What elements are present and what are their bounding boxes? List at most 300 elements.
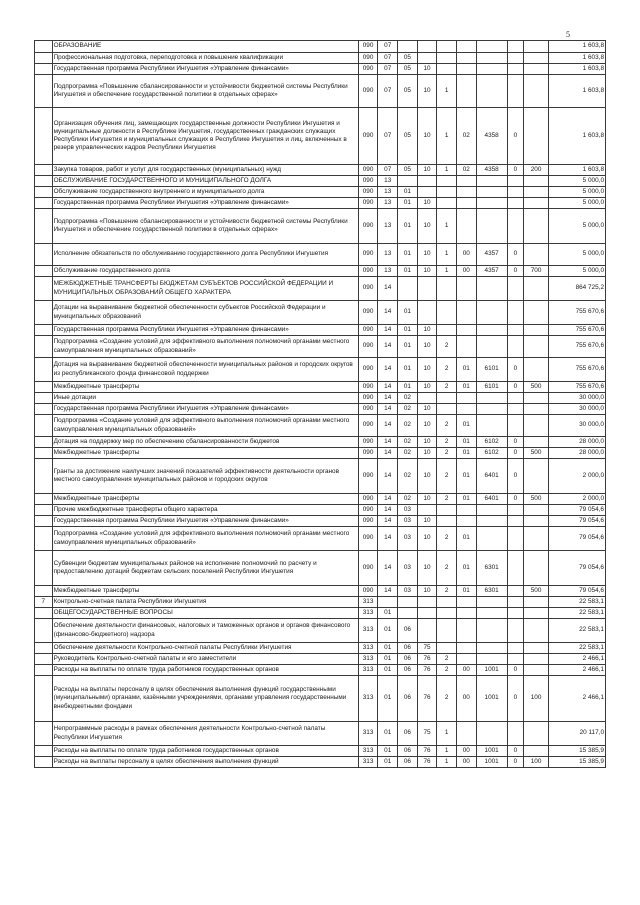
table-row [35,654,606,665]
admin-code-cell: 090 [358,108,378,165]
program-code-cell [417,41,437,53]
subsection-code-cell: 02 [398,437,418,448]
subprogram-code-cell: 2 [437,382,457,393]
event-code-cell: 02 [456,165,476,176]
digit-code-cell [507,722,524,746]
table-row [35,746,606,757]
row-number-cell [35,676,53,722]
row-name-cell: Расходы на выплаты по оплате труда работников государственных органов [52,746,358,757]
digit-code-cell: 0 [507,448,524,459]
digit-code-cell [507,277,524,301]
digit-code-cell: 0 [507,757,524,768]
subprogram-code-cell [437,53,457,64]
subprogram-code-cell [437,619,457,643]
row-name-cell: Гранты за достижение наилучших значений показателей эффективности деятельности органов местного самоуправления муниципальных районов и городских округов [52,459,358,494]
expense-type-code-cell [524,336,549,358]
row-name-cell: Государственная программа Республики Ингушетия «Управление финансами» [52,198,358,209]
admin-code-cell: 090 [358,404,378,415]
digit-code-cell: 0 [507,108,524,165]
row-number-cell [35,757,53,768]
subsection-code-cell: 02 [398,448,418,459]
section-code-cell: 14 [378,505,398,516]
amount-cell: 755 670,6 [549,325,606,336]
admin-code-cell: 090 [358,209,378,244]
table-row [35,437,606,448]
amount-cell: 22 583,1 [549,619,606,643]
admin-code-cell: 090 [358,277,378,301]
direction-code-cell: 1001 [476,757,507,768]
section-code-cell: 14 [378,459,398,494]
row-name-cell: Подпрограмма «Создание условий для эффективного выполнения полномочий органами местного самоуправления муниципальных образований» [52,415,358,437]
expense-type-code-cell [524,41,549,53]
row-number-cell [35,415,53,437]
amount-cell: 30 000,0 [549,415,606,437]
digit-code-cell [507,198,524,209]
expense-type-code-cell [524,244,549,266]
row-number-cell [35,209,53,244]
direction-code-cell: 6102 [476,437,507,448]
program-code-cell: 10 [417,165,437,176]
table-row [35,244,606,266]
program-code-cell [417,393,437,404]
section-code-cell: 01 [378,746,398,757]
admin-code-cell: 313 [358,654,378,665]
event-code-cell [456,198,476,209]
expense-type-code-cell: 500 [524,494,549,505]
amount-cell: 1 603,8 [549,75,606,108]
subprogram-code-cell [437,505,457,516]
subsection-code-cell: 02 [398,393,418,404]
event-code-cell: 01 [456,459,476,494]
event-code-cell [456,722,476,746]
table-row [35,209,606,244]
direction-code-cell [476,325,507,336]
direction-code-cell: 4358 [476,165,507,176]
row-name-cell: Непрограммные расходы в рамках обеспечения деятельности Контрольно-счетной палаты Республики Ингушетия [52,722,358,746]
subsection-code-cell [398,41,418,53]
program-code-cell [417,597,437,608]
direction-code-cell [476,187,507,198]
admin-code-cell: 313 [358,619,378,643]
subsection-code-cell: 01 [398,301,418,325]
section-code-cell: 14 [378,527,398,551]
subsection-code-cell: 02 [398,459,418,494]
expense-type-code-cell [524,527,549,551]
subprogram-code-cell: 2 [437,494,457,505]
row-number-cell [35,325,53,336]
program-code-cell: 10 [417,358,437,382]
expense-type-code-cell [524,722,549,746]
event-code-cell [456,75,476,108]
table-row [35,722,606,746]
row-number-cell [35,301,53,325]
section-code-cell: 01 [378,757,398,768]
section-code-cell: 13 [378,266,398,277]
direction-code-cell [476,654,507,665]
table-row [35,676,606,722]
row-number-cell [35,382,53,393]
subprogram-code-cell: 2 [437,654,457,665]
program-code-cell: 75 [417,722,437,746]
program-code-cell [417,53,437,64]
row-name-cell: Обслуживание государственного внутреннего и муниципального долга [52,187,358,198]
subprogram-code-cell [437,643,457,654]
subprogram-code-cell: 1 [437,757,457,768]
row-name-cell: Дотация на поддержку мер по обеспечению сбалансированности бюджетов [52,437,358,448]
direction-code-cell: 4357 [476,244,507,266]
row-name-cell: Руководитель Контрольно-счетной палаты и его заместители [52,654,358,665]
table-row [35,165,606,176]
program-code-cell: 10 [417,209,437,244]
direction-code-cell [476,597,507,608]
event-code-cell: 01 [456,448,476,459]
amount-cell: 2 466,1 [549,665,606,676]
event-code-cell: 00 [456,746,476,757]
table-row [35,608,606,619]
section-code-cell: 13 [378,187,398,198]
section-code-cell: 13 [378,244,398,266]
table-row [35,358,606,382]
admin-code-cell: 313 [358,757,378,768]
admin-code-cell: 090 [358,198,378,209]
section-code-cell: 14 [378,277,398,301]
row-name-cell: Государственная программа Республики Ингушетия «Управление финансами» [52,325,358,336]
subprogram-code-cell: 2 [437,448,457,459]
expense-type-code-cell: 500 [524,586,549,597]
amount-cell: 755 670,6 [549,382,606,393]
subprogram-code-cell: 2 [437,336,457,358]
row-name-cell: ОБРАЗОВАНИЕ [52,41,358,53]
admin-code-cell: 090 [358,505,378,516]
row-number-cell [35,516,53,527]
amount-cell: 1 603,8 [549,41,606,53]
row-number-cell [35,551,53,586]
amount-cell: 30 000,0 [549,393,606,404]
event-code-cell [456,209,476,244]
program-code-cell: 10 [417,108,437,165]
program-code-cell: 10 [417,448,437,459]
table-row [35,277,606,301]
section-code-cell: 14 [378,358,398,382]
row-name-cell: Прочие межбюджетные трансферты общего характера [52,505,358,516]
expense-type-code-cell [524,108,549,165]
row-number-cell [35,277,53,301]
digit-code-cell [507,209,524,244]
table-row [35,198,606,209]
row-name-cell: Подпрограмма «Создание условий для эффективного выполнения полномочий органами местного самоуправления муниципальных образований» [52,336,358,358]
program-code-cell: 76 [417,676,437,722]
digit-code-cell [507,551,524,586]
row-number-cell [35,654,53,665]
expense-type-code-cell [524,665,549,676]
digit-code-cell: 0 [507,266,524,277]
digit-code-cell [507,619,524,643]
program-code-cell: 10 [417,64,437,75]
table-row [35,393,606,404]
row-name-cell: Контрольно-счетная палата Республики Ингушетия [52,597,358,608]
amount-cell: 22 583,1 [549,608,606,619]
subprogram-code-cell: 2 [437,676,457,722]
admin-code-cell: 090 [358,527,378,551]
admin-code-cell: 090 [358,325,378,336]
digit-code-cell: 0 [507,665,524,676]
row-number-cell [35,75,53,108]
admin-code-cell: 090 [358,41,378,53]
row-number-cell [35,53,53,64]
section-code-cell: 13 [378,209,398,244]
expense-type-code-cell [524,608,549,619]
digit-code-cell [507,336,524,358]
program-code-cell: 10 [417,586,437,597]
subprogram-code-cell: 2 [437,586,457,597]
expense-type-code-cell: 500 [524,448,549,459]
event-code-cell [456,176,476,187]
table-row [35,643,606,654]
table-row [35,176,606,187]
program-code-cell: 10 [417,325,437,336]
program-code-cell: 10 [417,437,437,448]
program-code-cell: 76 [417,746,437,757]
row-number-cell [35,41,53,53]
direction-code-cell [476,64,507,75]
amount-cell: 79 054,6 [549,527,606,551]
event-code-cell: 02 [456,108,476,165]
section-code-cell: 07 [378,41,398,53]
row-name-cell: Государственная программа Республики Ингушетия «Управление финансами» [52,404,358,415]
subsection-code-cell: 06 [398,722,418,746]
amount-cell: 5 000,0 [549,244,606,266]
digit-code-cell: 0 [507,382,524,393]
amount-cell: 28 000,0 [549,448,606,459]
subsection-code-cell: 03 [398,527,418,551]
subsection-code-cell: 01 [398,325,418,336]
digit-code-cell: 0 [507,358,524,382]
table-row [35,757,606,768]
expense-type-code-cell: 700 [524,266,549,277]
subprogram-code-cell: 2 [437,437,457,448]
row-number-cell [35,176,53,187]
direction-code-cell: 6102 [476,448,507,459]
subprogram-code-cell: 1 [437,244,457,266]
direction-code-cell: 6401 [476,494,507,505]
digit-code-cell [507,393,524,404]
admin-code-cell: 090 [358,75,378,108]
row-number-cell [35,665,53,676]
table-row [35,266,606,277]
row-name-cell: Расходы на выплаты по оплате труда работников государственных органов [52,665,358,676]
row-name-cell: ОБЩЕГОСУДАРСТВЕННЫЕ ВОПРОСЫ [52,608,358,619]
admin-code-cell: 090 [358,266,378,277]
program-code-cell: 10 [417,551,437,586]
program-code-cell: 76 [417,757,437,768]
program-code-cell: 10 [417,198,437,209]
row-name-cell: МЕЖБЮДЖЕТНЫЕ ТРАНСФЕРТЫ БЮДЖЕТАМ СУБЪЕКТОВ РОССИЙСКОЙ ФЕДЕРАЦИИ И МУНИЦИПАЛЬНЫХ ОБРАЗОВАНИЙ ОБЩЕГО ХАРАКТЕРА [52,277,358,301]
subsection-code-cell: 03 [398,505,418,516]
row-name-cell: Подпрограмма «Повышение сбалансированности и устойчивости бюджетной системы Республики Ингушетия и обеспечение государственной политики в отдельных сферах» [52,75,358,108]
event-code-cell [456,336,476,358]
row-number-cell: 7 [35,597,53,608]
program-code-cell: 75 [417,643,437,654]
section-code-cell: 14 [378,336,398,358]
subprogram-code-cell [437,64,457,75]
expense-type-code-cell [524,437,549,448]
direction-code-cell [476,722,507,746]
digit-code-cell: 0 [507,244,524,266]
section-code-cell: 14 [378,586,398,597]
subprogram-code-cell: 1 [437,722,457,746]
subsection-code-cell: 01 [398,358,418,382]
direction-code-cell [476,209,507,244]
event-code-cell [456,619,476,643]
program-code-cell: 10 [417,415,437,437]
amount-cell: 2 000,0 [549,459,606,494]
subprogram-code-cell [437,393,457,404]
subprogram-code-cell: 1 [437,209,457,244]
digit-code-cell [507,187,524,198]
expense-type-code-cell: 100 [524,676,549,722]
admin-code-cell: 090 [358,187,378,198]
digit-code-cell [507,608,524,619]
amount-cell: 79 054,6 [549,586,606,597]
direction-code-cell [476,643,507,654]
program-code-cell: 76 [417,654,437,665]
section-code-cell: 13 [378,198,398,209]
program-code-cell: 10 [417,459,437,494]
program-code-cell: 10 [417,527,437,551]
event-code-cell: 01 [456,551,476,586]
digit-code-cell [507,586,524,597]
expense-type-code-cell [524,415,549,437]
expense-type-code-cell [524,516,549,527]
subprogram-code-cell: 2 [437,527,457,551]
expense-type-code-cell [524,187,549,198]
direction-code-cell [476,527,507,551]
direction-code-cell [476,301,507,325]
event-code-cell: 00 [456,757,476,768]
subprogram-code-cell: 1 [437,746,457,757]
table-row [35,64,606,75]
subprogram-code-cell [437,325,457,336]
table-row [35,551,606,586]
table-row [35,415,606,437]
event-code-cell: 01 [456,527,476,551]
event-code-cell [456,53,476,64]
admin-code-cell: 090 [358,415,378,437]
subprogram-code-cell [437,277,457,301]
direction-code-cell: 6101 [476,358,507,382]
event-code-cell [456,277,476,301]
subprogram-code-cell [437,404,457,415]
admin-code-cell: 090 [358,494,378,505]
event-code-cell: 00 [456,244,476,266]
admin-code-cell: 090 [358,358,378,382]
row-number-cell [35,437,53,448]
direction-code-cell [476,619,507,643]
row-number-cell [35,505,53,516]
section-code-cell: 07 [378,75,398,108]
subprogram-code-cell: 1 [437,108,457,165]
subsection-code-cell: 05 [398,75,418,108]
page-number: 5 [566,30,570,39]
section-code-cell: 01 [378,654,398,665]
digit-code-cell: 0 [507,437,524,448]
digit-code-cell: 0 [507,746,524,757]
amount-cell: 2 466,1 [549,676,606,722]
expense-type-code-cell [524,325,549,336]
digit-code-cell [507,75,524,108]
row-name-cell: Исполнение обязательств по обслуживанию государственного долга Республики Ингушетия [52,244,358,266]
row-name-cell: Государственная программа Республики Ингушетия «Управление финансами» [52,516,358,527]
row-name-cell: Дотации на выравнивание бюджетной обеспеченности субъектов Российской Федерации и муниципальных образований [52,301,358,325]
expense-type-code-cell [524,643,549,654]
subsection-code-cell: 06 [398,665,418,676]
row-number-cell [35,198,53,209]
row-name-cell: Субвенции бюджетам муниципальных районов на исполнение полномочий по расчету и предоставлению дотаций бюджетам сельских поселений Республики Ингушетия [52,551,358,586]
section-code-cell: 07 [378,108,398,165]
section-code-cell: 14 [378,448,398,459]
amount-cell: 755 670,6 [549,358,606,382]
event-code-cell [456,187,476,198]
admin-code-cell: 090 [358,448,378,459]
row-number-cell [35,494,53,505]
row-name-cell: Межбюджетные трансферты [52,448,358,459]
amount-cell: 22 583,1 [549,597,606,608]
amount-cell: 2 000,0 [549,494,606,505]
section-code-cell: 01 [378,676,398,722]
row-number-cell [35,459,53,494]
subprogram-code-cell [437,608,457,619]
event-code-cell [456,608,476,619]
section-code-cell: 14 [378,415,398,437]
subsection-code-cell: 02 [398,415,418,437]
admin-code-cell: 090 [358,586,378,597]
row-name-cell: Государственная программа Республики Ингушетия «Управление финансами» [52,64,358,75]
digit-code-cell [507,301,524,325]
subprogram-code-cell [437,187,457,198]
direction-code-cell [476,277,507,301]
subprogram-code-cell [437,301,457,325]
program-code-cell [417,176,437,187]
row-number-cell [35,244,53,266]
direction-code-cell [476,516,507,527]
program-code-cell: 76 [417,665,437,676]
subsection-code-cell: 05 [398,64,418,75]
row-name-cell: Подпрограмма «Создание условий для эффективного выполнения полномочий органами местного самоуправления муниципальных образований» [52,527,358,551]
amount-cell: 28 000,0 [549,437,606,448]
subsection-code-cell: 01 [398,187,418,198]
subprogram-code-cell [437,41,457,53]
subsection-code-cell: 03 [398,586,418,597]
admin-code-cell: 313 [358,722,378,746]
table-row [35,41,606,53]
table-row [35,459,606,494]
subprogram-code-cell [437,176,457,187]
direction-code-cell [476,336,507,358]
admin-code-cell: 090 [358,176,378,187]
admin-code-cell: 313 [358,608,378,619]
direction-code-cell: 6101 [476,382,507,393]
event-code-cell [456,643,476,654]
digit-code-cell [507,176,524,187]
row-name-cell: Иные дотации [52,393,358,404]
event-code-cell [456,41,476,53]
expense-type-code-cell [524,746,549,757]
row-name-cell: ОБСЛУЖИВАНИЕ ГОСУДАРСТВЕННОГО И МУНИЦИПАЛЬНОГО ДОЛГА [52,176,358,187]
row-number-cell [35,586,53,597]
table-row [35,336,606,358]
program-code-cell [417,301,437,325]
subprogram-code-cell [437,198,457,209]
